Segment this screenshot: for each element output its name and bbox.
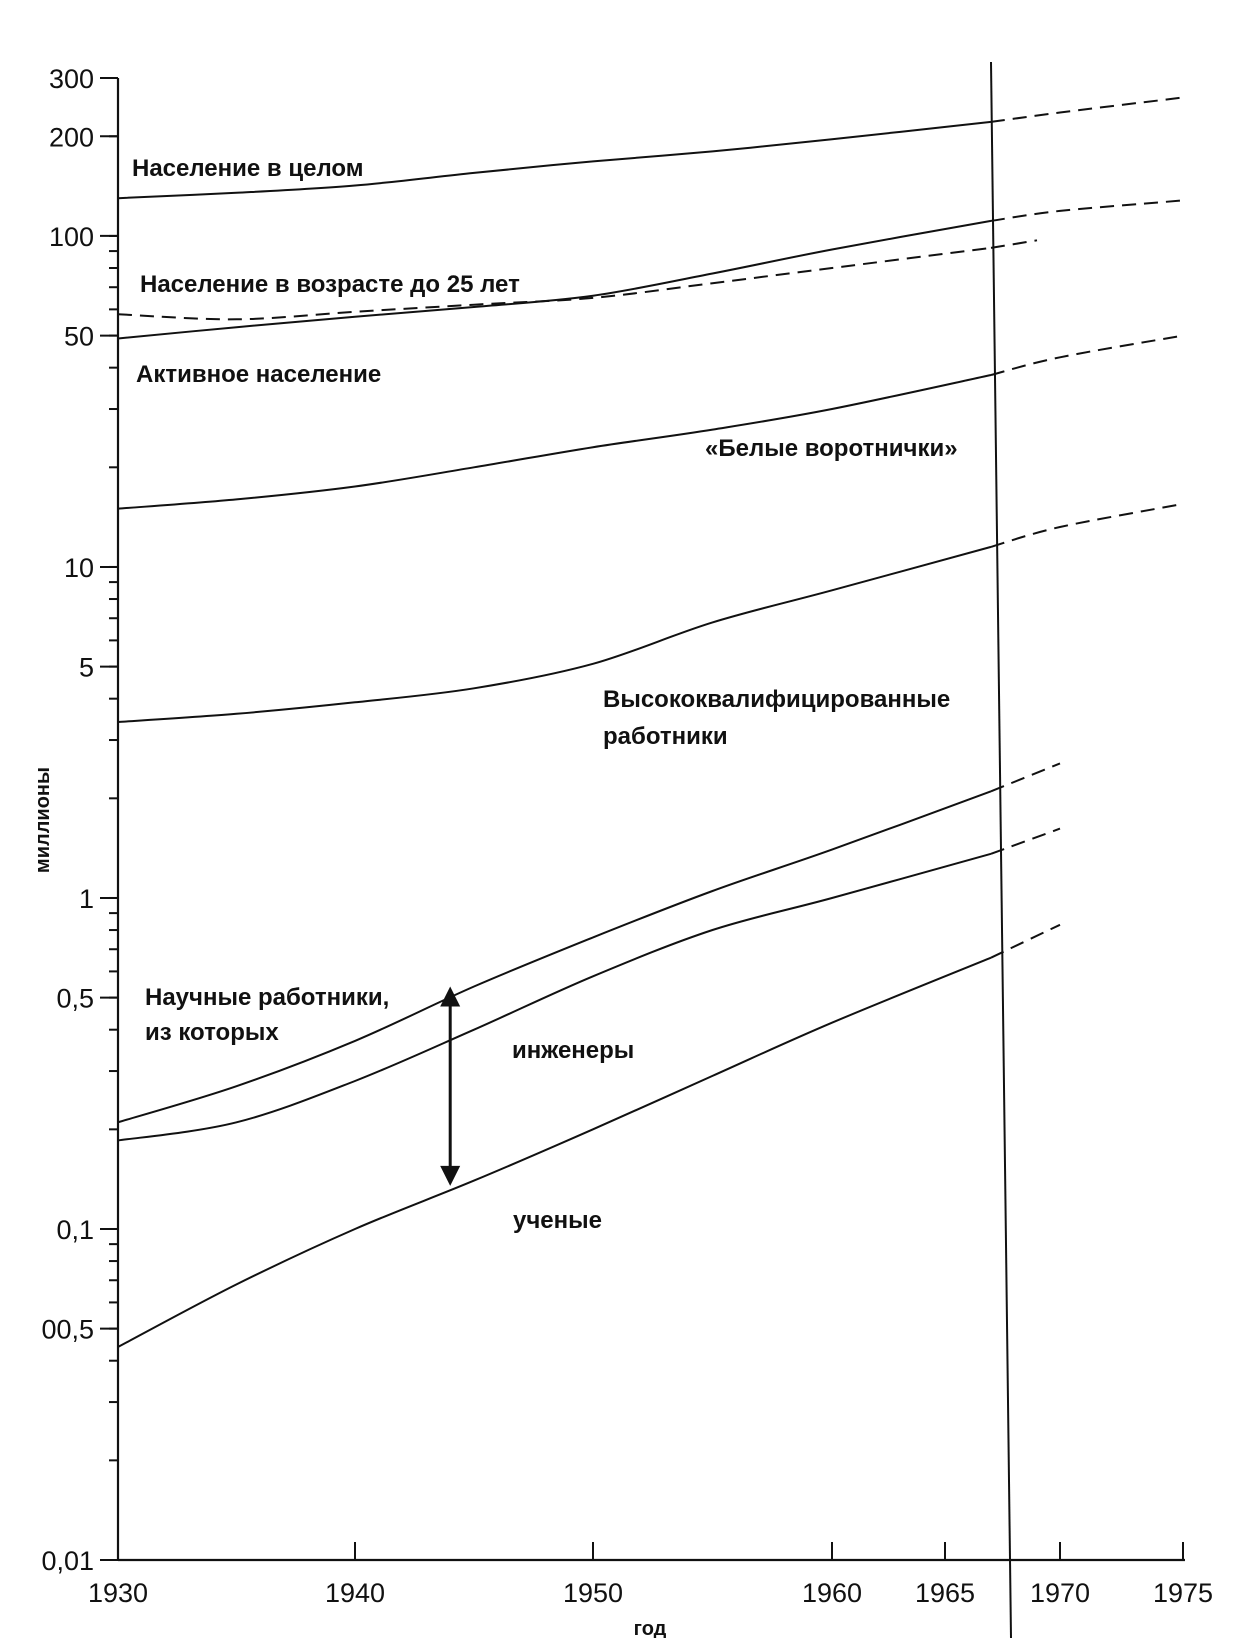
y-tick-label: 200 [48, 122, 94, 153]
y-tick-label: 1 [78, 883, 94, 914]
series-projection-4 [991, 336, 1183, 375]
x-tick-label: 1960 [801, 1578, 863, 1608]
series-line-8 [118, 958, 991, 1347]
series-label-4: «Белые воротнички» [705, 435, 958, 462]
series-projection-5 [991, 504, 1183, 547]
x-tick-label: 1975 [1152, 1578, 1214, 1608]
double-arrow-head-down [440, 1166, 460, 1186]
y-tick-label: 50 [63, 321, 94, 352]
y-tick-label: 0,1 [56, 1214, 94, 1245]
series-label-6: из которых [145, 1019, 279, 1046]
y-tick-label: 5 [78, 652, 94, 683]
axes [32, 64, 1213, 1638]
y-tick-label: 0,5 [56, 983, 94, 1014]
series-label-8: ученые [513, 1207, 602, 1234]
series-label-7: инженеры [512, 1037, 635, 1064]
x-tick-label: 1930 [87, 1578, 149, 1608]
annotations [440, 987, 460, 1186]
x-tick-label: 1950 [562, 1578, 624, 1608]
y-tick-label: 300 [48, 64, 94, 94]
series-label-2: Население в возрасте до 25 лет [140, 271, 520, 298]
y-axis-title: миллионы [32, 766, 54, 874]
y-tick-label: 100 [48, 221, 94, 252]
y-tick-label: 00,5 [41, 1314, 94, 1345]
series-projection-6 [991, 763, 1060, 791]
x-tick-label: 1970 [1029, 1578, 1091, 1608]
double-arrow-head-up [440, 987, 460, 1007]
series-label-3: Активное население [136, 361, 382, 388]
series-projection-2 [991, 240, 1037, 248]
x-axis-title: год [633, 1618, 667, 1638]
series-label-5: работники [603, 723, 728, 750]
series-label-6: Научные работники, [145, 984, 390, 1011]
x-tick-label: 1940 [324, 1578, 386, 1608]
series-labels [132, 155, 958, 1234]
y-tick-label: 0,01 [41, 1546, 94, 1576]
series-projection-3 [991, 200, 1183, 221]
series-label-5: Высококвалифицированные [603, 686, 951, 713]
x-tick-label: 1965 [914, 1578, 976, 1608]
series-label-1: Население в целом [132, 155, 364, 182]
series-projection-1 [991, 98, 1183, 122]
series-line-6 [118, 791, 991, 1122]
y-tick-label: 10 [63, 552, 94, 583]
